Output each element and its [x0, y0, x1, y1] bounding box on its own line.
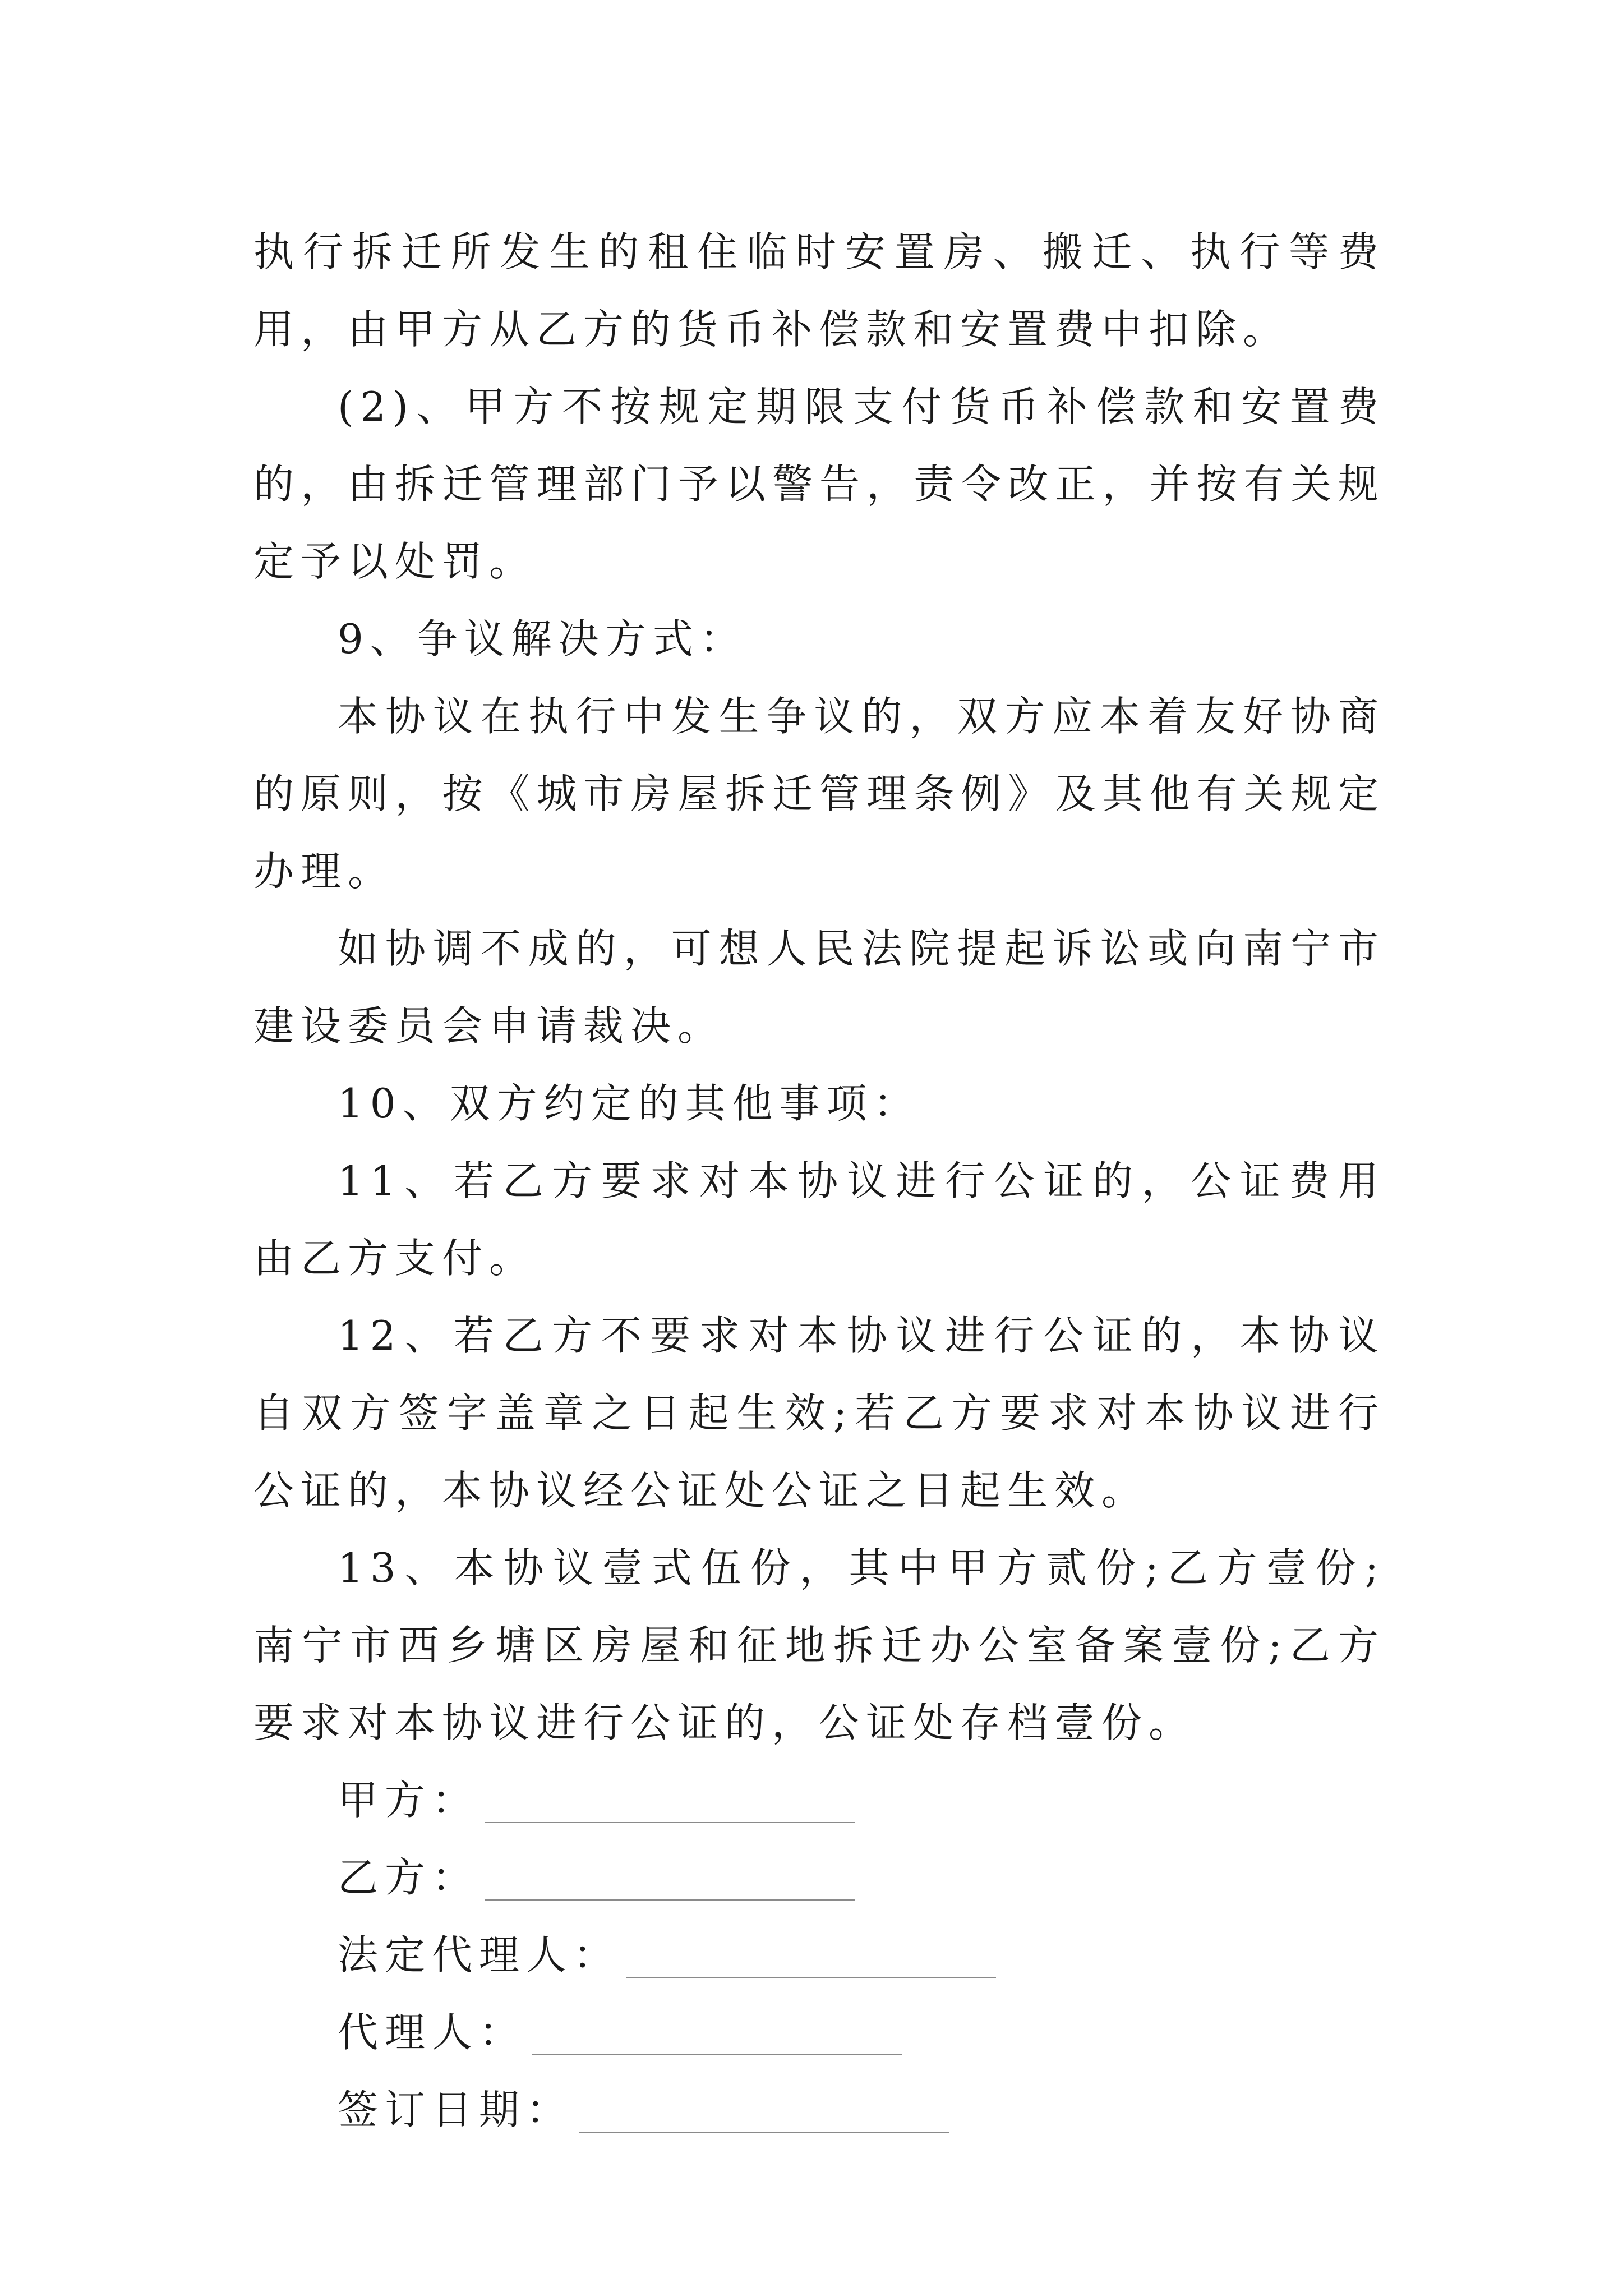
paragraph-clause-11-notary-fee: 11、若乙方要求对本协议进行公证的，公证费用由乙方支付。 [253, 1157, 1385, 1282]
signature-party-b-blank[interactable] [485, 1899, 855, 1901]
signature-legal-agent-blank[interactable] [626, 1977, 996, 1978]
signature-date [253, 2071, 1385, 2148]
paragraph-clause-12-effectiveness: 12、若乙方不要求对本协议进行公证的，本协议自双方签字盖章之日起生效;若乙方要求对本协议进行公证的，本协议经公证处公证之日起生效。 [253, 1312, 1385, 1514]
signature-date-blank[interactable] [579, 2132, 949, 2133]
document-body [253, 213, 1385, 2148]
paragraph-clause-13-copies: 13、本协议壹式伍份，其中甲方贰份;乙方壹份;南宁市西乡塘区房屋和征地拆迁办公室备案壹份;乙方要求对本协议进行公证的，公证处存档壹份。 [253, 1544, 1385, 1746]
paragraph-dispute-negotiation: 本协议在执行中发生争议的，双方应本着友好协商的原则，按《城市房屋拆迁管理条例》及其他有关规定办理。 [253, 693, 1385, 895]
signature-party-a-blank[interactable] [485, 1822, 855, 1823]
signature-party-b-label: 乙方： [338, 1854, 479, 1901]
signature-agent-label: 代理人： [338, 2009, 527, 2056]
signature-party-b [253, 1839, 1385, 1916]
signature-legal-agent [253, 1916, 1385, 1994]
signature-agent-blank[interactable] [532, 2054, 902, 2055]
signature-party-a-label: 甲方： [338, 1777, 479, 1824]
paragraph-relocation-costs: 执行拆迁所发生的租住临时安置房、搬迁、执行等费用，由甲方从乙方的货币补偿款和安置费中扣除。 [253, 228, 1385, 353]
signature-party-a [253, 1761, 1385, 1839]
signature-agent [253, 1994, 1385, 2071]
paragraph-clause-2-penalty: (2)、甲方不按规定期限支付货币补偿款和安置费的，由拆迁管理部门予以警告，责令改正，并按有关规定予以处罚。 [253, 383, 1385, 585]
heading-dispute-resolution: 9、争议解决方式： [338, 615, 747, 662]
signature-date-label: 签订日期： [338, 2086, 574, 2133]
signature-legal-agent-label: 法定代理人： [338, 1931, 621, 1978]
heading-other-matters: 10、双方约定的其他事项： [338, 1080, 921, 1127]
paragraph-dispute-litigation: 如协调不成的，可想人民法院提起诉讼或向南宁市建设委员会申请裁决。 [253, 925, 1385, 1050]
